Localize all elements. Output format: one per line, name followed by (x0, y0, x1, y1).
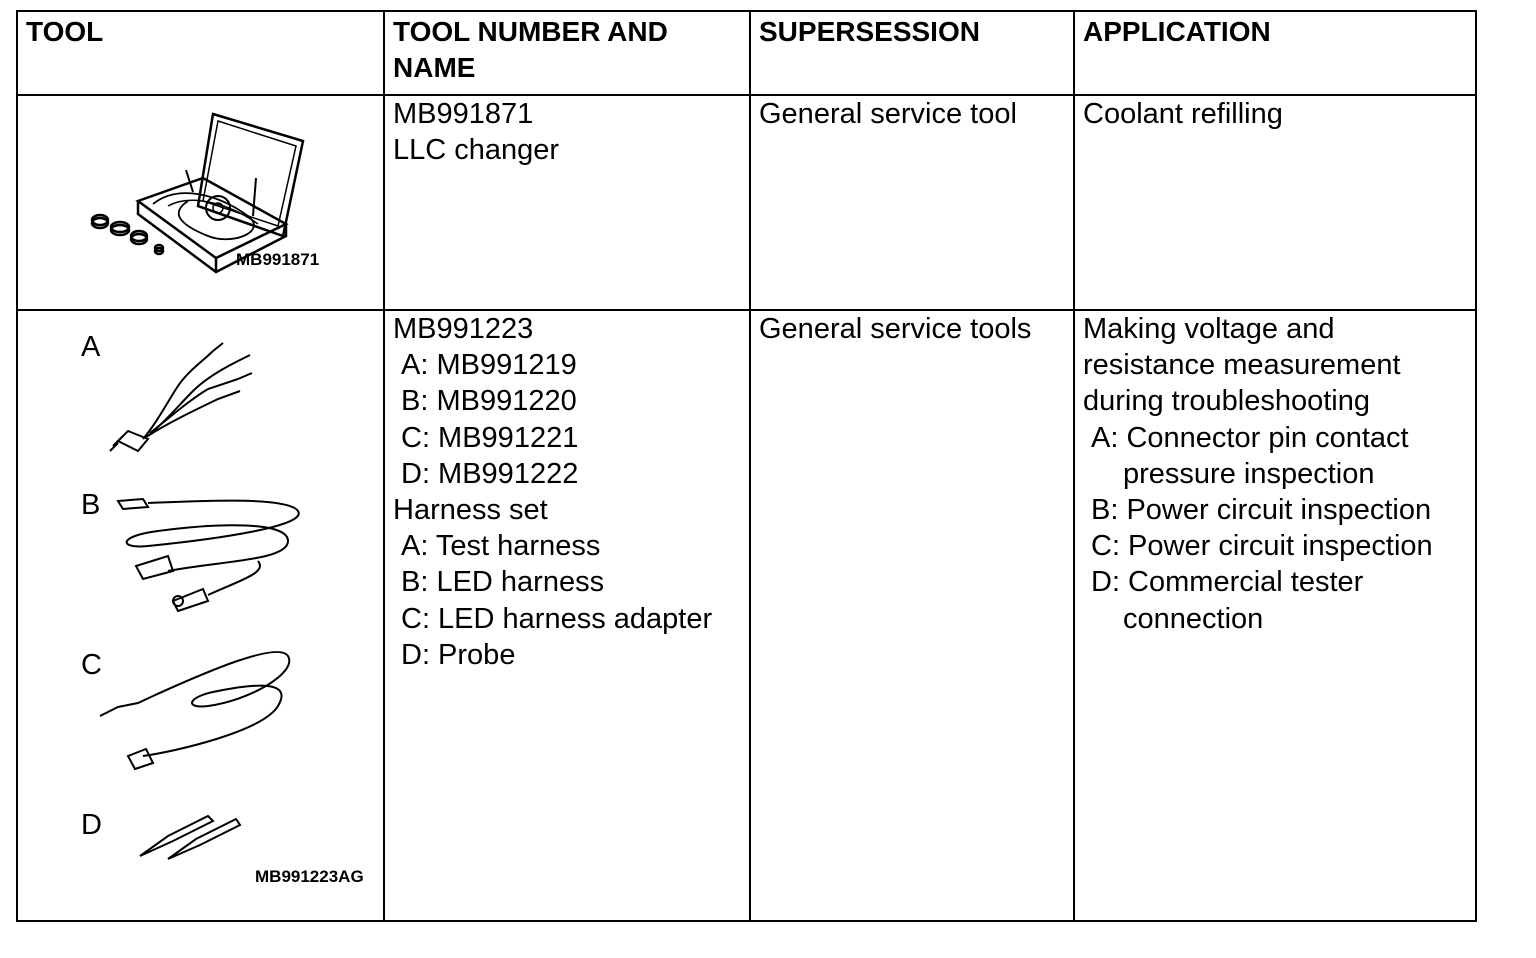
image-letter-d: D (81, 809, 102, 841)
tool-number-name-cell (384, 310, 750, 921)
application-item-a: A: Connector pin contact (1091, 421, 1409, 454)
supersession-text: General service tools (759, 313, 1032, 345)
supersession-cell (750, 310, 1074, 921)
application-cell (1074, 95, 1476, 310)
part-number-d: D: MB991222 (401, 457, 579, 490)
image-letter-a: A (81, 331, 101, 363)
part-name-d: D: Probe (401, 638, 516, 671)
application-item-b: B: Power circuit inspection (1091, 494, 1432, 527)
part-number-c: C: MB991221 (401, 421, 579, 454)
header-supersession: SUPERSESSION (750, 11, 1074, 95)
header-tool-number-name (384, 11, 750, 95)
supersession-text: General service tool (759, 98, 1017, 130)
special-tools-table (16, 10, 1477, 922)
header-tool: TOOL (17, 11, 384, 95)
tool-number-name-cell (384, 95, 750, 310)
header-application: APPLICATION (1074, 11, 1476, 95)
table-row (17, 95, 1476, 310)
supersession-cell (750, 95, 1074, 310)
tool-image-caption: MB991871 (236, 250, 320, 269)
table-row (17, 310, 1476, 921)
application-item-d-cont: connection (1123, 602, 1264, 635)
tool-name: LLC changer (393, 134, 560, 167)
image-letter-c: C (81, 649, 102, 681)
tool-name: Harness set (393, 494, 548, 527)
llc-changer-illustration (18, 96, 385, 311)
header-row (17, 11, 1476, 95)
header-number-name-line2: NAME (393, 52, 476, 83)
application-line-3: during troubleshooting (1083, 385, 1370, 418)
tool-image-cell-harness-set (17, 310, 384, 921)
application-item-c: C: Power circuit inspection (1091, 530, 1433, 563)
application-text: Coolant refilling (1083, 98, 1283, 130)
application-item-a-cont: pressure inspection (1123, 457, 1375, 490)
part-name-a: A: Test harness (401, 530, 601, 563)
tool-image-cell-llc-changer (17, 95, 384, 310)
part-name-c: C: LED harness adapter (401, 602, 713, 635)
tool-image-caption: MB991223AG (255, 867, 364, 886)
tool-number: MB991223 (393, 313, 534, 345)
part-name-b: B: LED harness (401, 566, 605, 599)
harness-set-illustration (18, 311, 385, 922)
application-cell (1074, 310, 1476, 921)
part-number-a: A: MB991219 (401, 349, 577, 382)
header-number-name-line1: TOOL NUMBER AND (393, 16, 668, 47)
image-letter-b: B (81, 489, 101, 521)
application-item-d: D: Commercial tester (1091, 566, 1364, 599)
application-line-1: Making voltage and (1083, 313, 1335, 345)
application-line-2: resistance measurement (1083, 349, 1401, 382)
part-number-b: B: MB991220 (401, 385, 577, 418)
tool-number: MB991871 (393, 98, 534, 130)
